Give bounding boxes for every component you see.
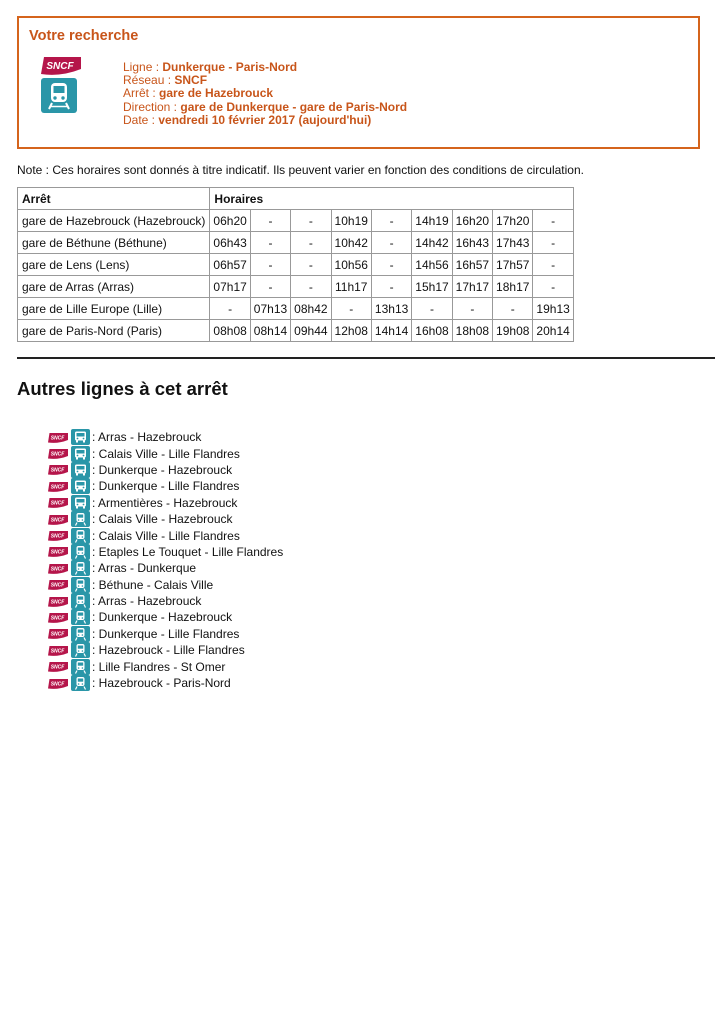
time-cell: 08h14: [250, 320, 290, 342]
time-cell: 06h43: [210, 232, 250, 254]
time-cell: -: [250, 232, 290, 254]
sncf-logo-icon: [48, 628, 68, 639]
time-cell: -: [250, 276, 290, 298]
line-label: : Hazebrouck - Lille Flandres: [92, 643, 245, 658]
date-info: Date : vendredi 10 février 2017 (aujourd'hui): [123, 112, 372, 127]
svg-text:SNCF: SNCF: [50, 468, 65, 475]
line-label: : Dunkerque - Lille Flandres: [92, 479, 240, 494]
time-cell: -: [371, 232, 411, 254]
train-icon: [71, 642, 90, 658]
table-row: [18, 276, 574, 298]
list-item[interactable]: [48, 560, 283, 576]
time-cell: 10h19: [331, 210, 371, 232]
line-label: : Calais Ville - Lille Flandres: [92, 528, 240, 543]
time-cell: -: [533, 232, 573, 254]
sncf-logo-icon: [48, 546, 68, 557]
stop-name-cell: gare de Paris-Nord (Paris): [18, 320, 210, 342]
sncf-logo-icon: [48, 563, 68, 574]
timetable: [17, 187, 574, 342]
bus-icon: [71, 446, 90, 462]
train-icon: [71, 675, 90, 691]
time-cell: -: [331, 298, 371, 320]
svg-text:SNCF: SNCF: [50, 517, 65, 524]
train-icon: [71, 560, 90, 576]
sncf-logo-icon: [48, 661, 68, 672]
list-item[interactable]: [48, 658, 283, 674]
time-cell: 12h08: [331, 320, 371, 342]
time-cell: -: [210, 298, 250, 320]
time-cell: 15h17: [412, 276, 452, 298]
time-cell: 06h57: [210, 254, 250, 276]
line-label: : Béthune - Calais Ville: [92, 577, 214, 592]
time-cell: 13h13: [371, 298, 411, 320]
svg-text:SNCF: SNCF: [50, 566, 65, 573]
list-item[interactable]: [48, 609, 283, 625]
time-cell: -: [493, 298, 533, 320]
bus-icon: [71, 478, 90, 494]
line-label: : Armentières - Hazebrouck: [92, 495, 238, 510]
svg-text:SNCF: SNCF: [50, 500, 65, 507]
time-cell: 14h42: [412, 232, 452, 254]
train-icon: [71, 659, 90, 675]
time-cell: 11h17: [331, 276, 371, 298]
train-icon: [71, 609, 90, 625]
stop-name-cell: gare de Béthune (Béthune): [18, 232, 210, 254]
bus-icon: [71, 462, 90, 478]
svg-text:SNCF: SNCF: [46, 61, 74, 72]
list-item[interactable]: [48, 478, 283, 494]
time-cell: -: [371, 210, 411, 232]
section-divider: [17, 357, 715, 359]
table-row: [18, 254, 574, 276]
sncf-logo-icon: [48, 514, 68, 525]
sncf-logo-icon: [48, 497, 68, 508]
svg-text:SNCF: SNCF: [50, 435, 65, 442]
list-item[interactable]: [48, 445, 283, 461]
line-label: : Dunkerque - Hazebrouck: [92, 610, 233, 625]
header-times: Horaires: [210, 188, 573, 210]
time-cell: 19h13: [533, 298, 573, 320]
time-cell: -: [533, 210, 573, 232]
svg-text:SNCF: SNCF: [50, 599, 65, 606]
sncf-logo-icon: [48, 448, 68, 459]
other-lines-title: Autres lignes à cet arrêt: [17, 378, 228, 399]
search-title: Votre recherche: [29, 28, 139, 44]
time-cell: 18h17: [493, 276, 533, 298]
other-lines-list: [48, 429, 283, 691]
time-cell: -: [250, 254, 290, 276]
list-item[interactable]: [48, 577, 283, 593]
svg-text:SNCF: SNCF: [50, 664, 65, 671]
train-icon: [71, 593, 90, 609]
line-label: : Lille Flandres - St Omer: [92, 659, 226, 674]
time-cell: -: [452, 298, 492, 320]
header-stop: Arrêt: [18, 188, 210, 210]
time-cell: 17h43: [493, 232, 533, 254]
train-icon: [71, 511, 90, 527]
time-cell: -: [291, 254, 331, 276]
line-info: Ligne : Dunkerque - Paris-Nord: [123, 60, 298, 74]
table-row: [18, 298, 574, 320]
stop-info: Arrêt : gare de Hazebrouck: [123, 86, 274, 101]
disclaimer-note: Note : Ces horaires sont donnés à titre indicatif. Ils peuvent varier en fonction des conditions de circulation.: [17, 163, 584, 177]
time-cell: 17h20: [493, 210, 533, 232]
time-cell: 16h08: [412, 320, 452, 342]
svg-text:SNCF: SNCF: [50, 582, 65, 589]
train-icon: [71, 544, 90, 560]
list-item[interactable]: [48, 527, 283, 543]
sncf-logo-icon: [48, 432, 68, 443]
time-cell: 16h43: [452, 232, 492, 254]
svg-text:SNCF: SNCF: [50, 615, 65, 622]
time-cell: -: [250, 210, 290, 232]
line-label: : Calais Ville - Lille Flandres: [92, 446, 240, 461]
time-cell: 09h44: [291, 320, 331, 342]
list-item[interactable]: [48, 626, 283, 642]
time-cell: 18h08: [452, 320, 492, 342]
time-cell: 10h42: [331, 232, 371, 254]
list-item[interactable]: [48, 593, 283, 609]
stop-name-cell: gare de Hazebrouck (Hazebrouck): [18, 210, 210, 232]
sncf-logo-icon: [48, 464, 68, 475]
table-row: [18, 210, 574, 232]
time-cell: -: [412, 298, 452, 320]
stop-name-cell: gare de Lille Europe (Lille): [18, 298, 210, 320]
sncf-logo-icon: [48, 596, 68, 607]
time-cell: -: [533, 254, 573, 276]
sncf-logo-icon: [48, 678, 68, 689]
network-info: Réseau : SNCF: [123, 73, 208, 88]
sncf-logo-icon: [48, 481, 68, 492]
time-cell: 07h17: [210, 276, 250, 298]
train-icon: [71, 528, 90, 544]
time-cell: 14h14: [371, 320, 411, 342]
sncf-logo-icon: [48, 612, 68, 623]
time-cell: 08h42: [291, 298, 331, 320]
time-cell: 06h20: [210, 210, 250, 232]
list-item[interactable]: [48, 511, 283, 527]
list-item[interactable]: [48, 642, 283, 658]
line-label: : Dunkerque - Hazebrouck: [92, 462, 233, 477]
list-item[interactable]: [48, 462, 283, 478]
bus-icon: [71, 495, 90, 511]
time-cell: 16h20: [452, 210, 492, 232]
svg-text:SNCF: SNCF: [50, 451, 65, 458]
list-item[interactable]: [48, 675, 283, 691]
time-cell: 14h19: [412, 210, 452, 232]
time-cell: 20h14: [533, 320, 573, 342]
line-label: : Hazebrouck - Paris-Nord: [92, 676, 231, 691]
time-cell: 19h08: [493, 320, 533, 342]
svg-text:SNCF: SNCF: [50, 681, 65, 688]
direction-info: Direction : gare de Dunkerque - gare de Paris-Nord: [123, 99, 408, 114]
list-item[interactable]: [48, 495, 283, 511]
stop-name-cell: gare de Arras (Arras): [18, 276, 210, 298]
bus-icon: [71, 429, 90, 445]
timetable-header-row: [18, 188, 574, 210]
line-label: : Etaples Le Touquet - Lille Flandres: [92, 544, 284, 559]
time-cell: -: [371, 254, 411, 276]
time-cell: -: [291, 210, 331, 232]
sncf-logo-icon: [48, 530, 68, 541]
line-label: : Arras - Hazebrouck: [92, 430, 202, 445]
time-cell: 08h08: [210, 320, 250, 342]
sncf-logo-icon: [41, 55, 81, 75]
train-icon: [71, 626, 90, 642]
sncf-logo-icon: [48, 645, 68, 656]
svg-text:SNCF: SNCF: [50, 484, 65, 491]
time-cell: -: [291, 232, 331, 254]
search-details: [123, 61, 407, 127]
time-cell: -: [371, 276, 411, 298]
time-cell: 10h56: [331, 254, 371, 276]
time-cell: 17h17: [452, 276, 492, 298]
time-cell: 17h57: [493, 254, 533, 276]
table-row: [18, 320, 574, 342]
search-summary-box: [17, 16, 700, 149]
table-row: [18, 232, 574, 254]
svg-text:SNCF: SNCF: [50, 533, 65, 540]
list-item[interactable]: [48, 429, 283, 445]
line-label: : Dunkerque - Lille Flandres: [92, 626, 240, 641]
list-item[interactable]: [48, 544, 283, 560]
train-icon: [71, 577, 90, 593]
time-cell: 14h56: [412, 254, 452, 276]
time-cell: 16h57: [452, 254, 492, 276]
line-label: : Arras - Dunkerque: [92, 561, 197, 576]
line-label: : Calais Ville - Hazebrouck: [92, 512, 233, 527]
time-cell: 07h13: [250, 298, 290, 320]
svg-text:SNCF: SNCF: [50, 550, 65, 557]
train-icon: [41, 78, 77, 113]
svg-text:SNCF: SNCF: [50, 648, 65, 655]
svg-text:SNCF: SNCF: [50, 631, 65, 638]
time-cell: -: [291, 276, 331, 298]
sncf-logo-icon: [48, 579, 68, 590]
stop-name-cell: gare de Lens (Lens): [18, 254, 210, 276]
time-cell: -: [533, 276, 573, 298]
line-label: : Arras - Hazebrouck: [92, 594, 202, 609]
